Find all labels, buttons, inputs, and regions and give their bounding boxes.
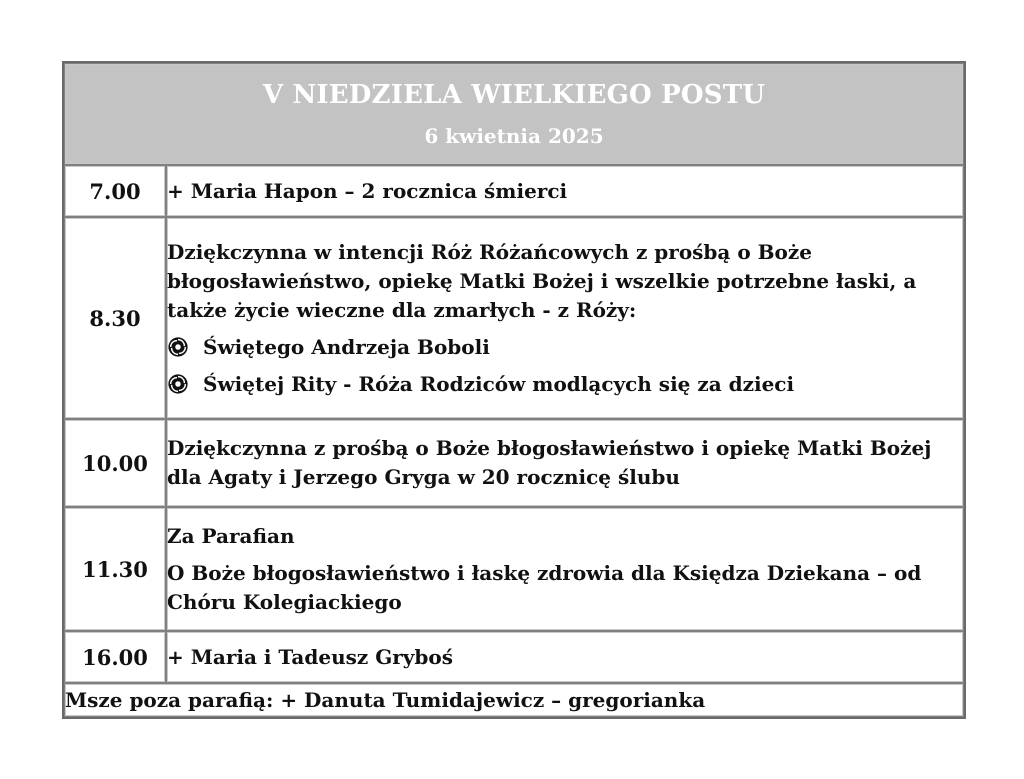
schedule-table — [62, 61, 966, 719]
list-item — [167, 370, 963, 399]
mass-intention: + Maria i Tadeusz Gryboś — [166, 631, 964, 683]
table-row — [64, 217, 964, 419]
mass-time: 8.30 — [64, 217, 166, 419]
page-title: V NIEDZIELA WIELKIEGO POSTU — [262, 80, 766, 110]
table-row — [64, 165, 964, 217]
mass-intention — [166, 507, 964, 631]
mass-schedule — [62, 61, 966, 719]
table-row — [64, 419, 964, 507]
list-item — [167, 333, 963, 362]
intention-text: Dziękczynna w intencji Róż Różańcowych z prośbą o Boże błogosławieństwo, opiekę Matki Bożej i wszelkie potrzebne łaski, a także życie wieczne dla zmarłych - z Róży: — [167, 239, 917, 322]
table-row — [64, 507, 964, 631]
mass-time: 7.00 — [64, 165, 166, 217]
rose-icon — [167, 336, 189, 358]
page-date: 6 kwietnia 2025 — [424, 124, 604, 148]
footer-note: Msze poza parafią: + Danuta Tumidajewicz – gregorianka — [64, 683, 964, 717]
table-row — [64, 631, 964, 683]
rose-icon — [167, 373, 189, 395]
header-cell — [64, 63, 964, 165]
rose-name: Świętej Rity - Róża Rodziców modlących się za dzieci — [203, 371, 795, 396]
mass-time: 16.00 — [64, 631, 166, 683]
intention-text-2: O Boże błogosławieństwo i łaskę zdrowia dla Księdza Dziekana – od Chóru Kolegiackiego — [167, 560, 922, 614]
intention-text: Za Parafian — [167, 523, 295, 548]
rose-name: Świętego Andrzeja Boboli — [203, 334, 490, 359]
mass-time: 10.00 — [64, 419, 166, 507]
footer-row — [64, 683, 964, 717]
mass-intention: Dziękczynna z prośbą o Boże błogosławieństwo i opiekę Matki Bożej dla Agaty i Jerzego Gryga w 20 rocznicę ślubu — [166, 419, 964, 507]
mass-time: 11.30 — [64, 507, 166, 631]
mass-intention: + Maria Hapon – 2 rocznica śmierci — [166, 165, 964, 217]
mass-intention — [166, 217, 964, 419]
